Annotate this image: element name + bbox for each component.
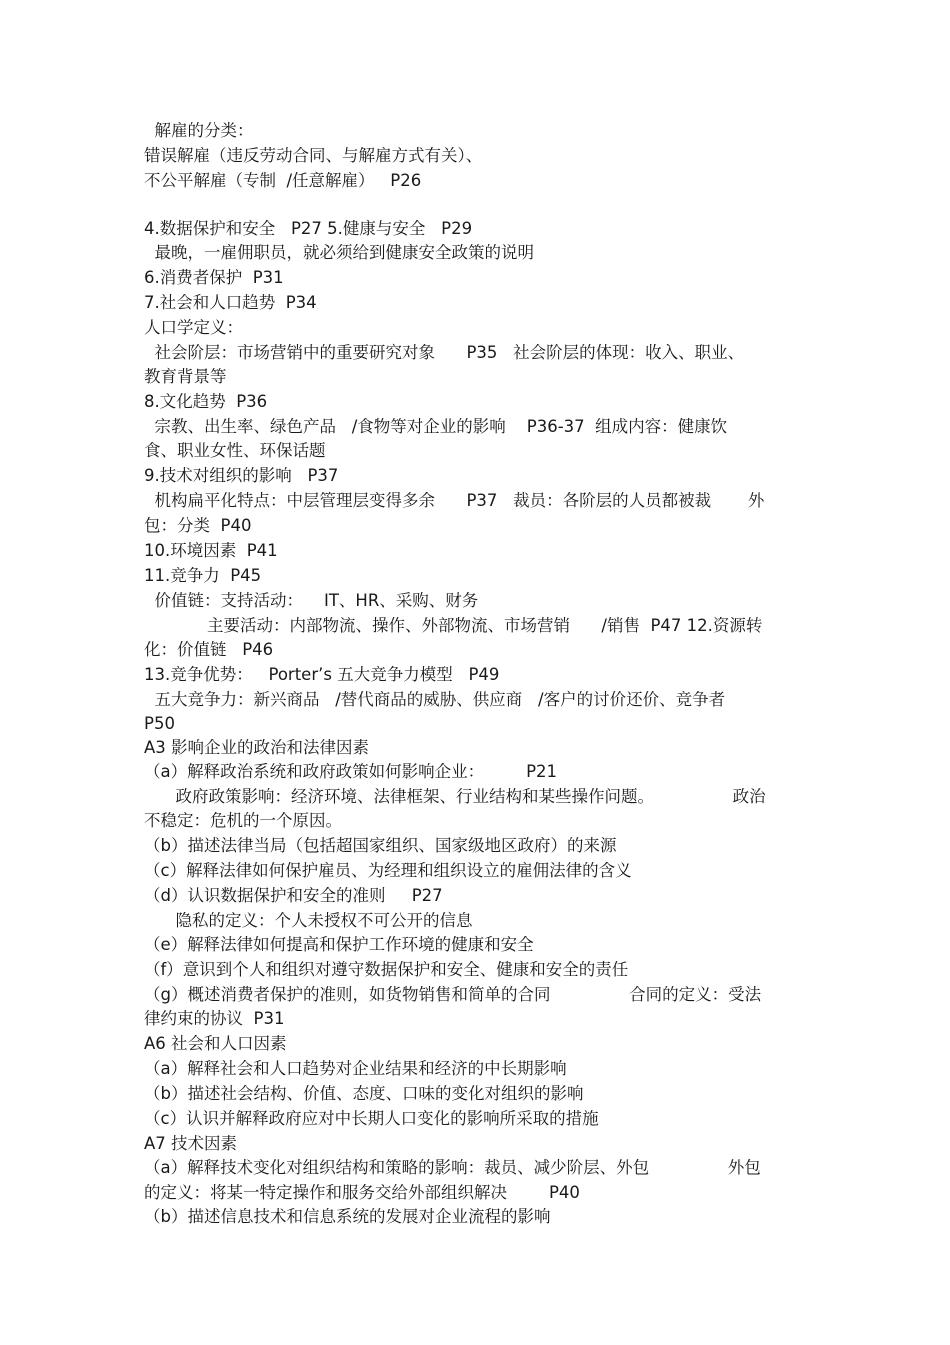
text-line: 宗教、出生率、绿色产品 /食物等对企业的影响 P36-37 组成内容：健康饮 — [144, 417, 728, 436]
section-heading: A3 影响企业的政治和法律因素 — [144, 738, 370, 757]
text-line: 的定义：将某一特定操作和服务交给外部组织解决 P40 — [144, 1183, 580, 1202]
text-line: 8.文化趋势 P36 — [144, 392, 268, 411]
text-line: （b）描述法律当局（包括超国家组织、国家级地区政府）的来源 — [144, 836, 617, 855]
text-line: 错误解雇（违反劳动合同、与解雇方式有关）、 — [144, 146, 483, 165]
text-line: 解雇的分类： — [144, 121, 254, 140]
text-line: 食、职业女性、环保话题 — [144, 441, 326, 460]
text-line: （c）认识并解释政府应对中长期人口变化的影响所采取的措施 — [144, 1109, 599, 1128]
text-line: （a）解释技术变化对组织结构和策略的影响：裁员、减少阶层、外包 外包 — [144, 1158, 761, 1177]
text-line: （g）概述消费者保护的准则，如货物销售和简单的合同 合同的定义：受法 — [144, 985, 762, 1004]
text-line: 最晚，一雇佣职员，就必须给到健康安全政策的说明 — [144, 243, 534, 262]
text-line: 10.环境因素 P41 — [144, 541, 278, 560]
text-line: 9.技术对组织的影响 P37 — [144, 466, 339, 485]
text-line: 7.社会和人口趋势 P34 — [144, 293, 317, 312]
section-heading: A7 技术因素 — [144, 1134, 238, 1153]
text-line: 11.竞争力 P45 — [144, 566, 262, 585]
text-line: （b）描述信息技术和信息系统的发展对企业流程的影响 — [144, 1207, 551, 1226]
text-line: 社会阶层：市场营销中的重要研究对象 P35 社会阶层的体现：收入、职业、 — [144, 343, 745, 362]
text-line: 6.消费者保护 P31 — [144, 268, 284, 287]
text-line: （f）意识到个人和组织对遵守数据保护和安全、健康和安全的责任 — [144, 960, 629, 979]
text-line: 主要活动：内部物流、操作、外部物流、市场营销 /销售 P47 12.资源转 — [144, 616, 763, 635]
text-line: （b）描述社会结构、价值、态度、口味的变化对组织的影响 — [144, 1084, 584, 1103]
text-line: （c）解释法律如何保护雇员、为经理和组织设立的雇佣法律的含义 — [144, 861, 632, 880]
text-line: 不公平解雇（专制 /任意解雇） P26 — [144, 171, 422, 190]
text-line: （e）解释法律如何提高和保护工作环境的健康和安全 — [144, 935, 534, 954]
text-line: 隐私的定义：个人未授权不可公开的信息 — [144, 911, 473, 930]
text-line: 化：价值链 P46 — [144, 640, 274, 659]
text-line: 不稳定：危机的一个原因。 — [144, 811, 342, 830]
text-line: 13.竞争优势： Porter’s 五大竞争力模型 P49 — [144, 665, 500, 684]
text-line: 政府政策影响：经济环境、法律框架、行业结构和某些操作问题。 政治 — [144, 787, 766, 806]
text-line: P50 — [144, 714, 175, 733]
text-line: 价值链：支持活动： IT、HR、采购、财务 — [144, 591, 479, 610]
text-line: 机构扁平化特点：中层管理层变得多余 P37 裁员：各阶层的人员都被裁 外 — [144, 491, 765, 510]
text-line: 律约束的协议 P31 — [144, 1009, 285, 1028]
section-heading: A6 社会和人口因素 — [144, 1034, 287, 1053]
text-line: 五大竞争力：新兴商品 /替代商品的威胁、供应商 /客户的讨价还价、竞争者 — [144, 690, 726, 709]
text-line: 包：分类 P40 — [144, 516, 252, 535]
text-line: （d）认识数据保护和安全的准则 P27 — [144, 886, 443, 905]
text-line: （a）解释政治系统和政府政策如何影响企业： P21 — [144, 762, 558, 781]
text-line: （a）解释社会和人口趋势对企业结果和经济的中长期影响 — [144, 1059, 567, 1078]
text-line: 人口学定义： — [144, 318, 243, 337]
text-line: 4.数据保护和安全 P27 5.健康与安全 P29 — [144, 219, 473, 238]
text-line: 教育背景等 — [144, 367, 227, 386]
